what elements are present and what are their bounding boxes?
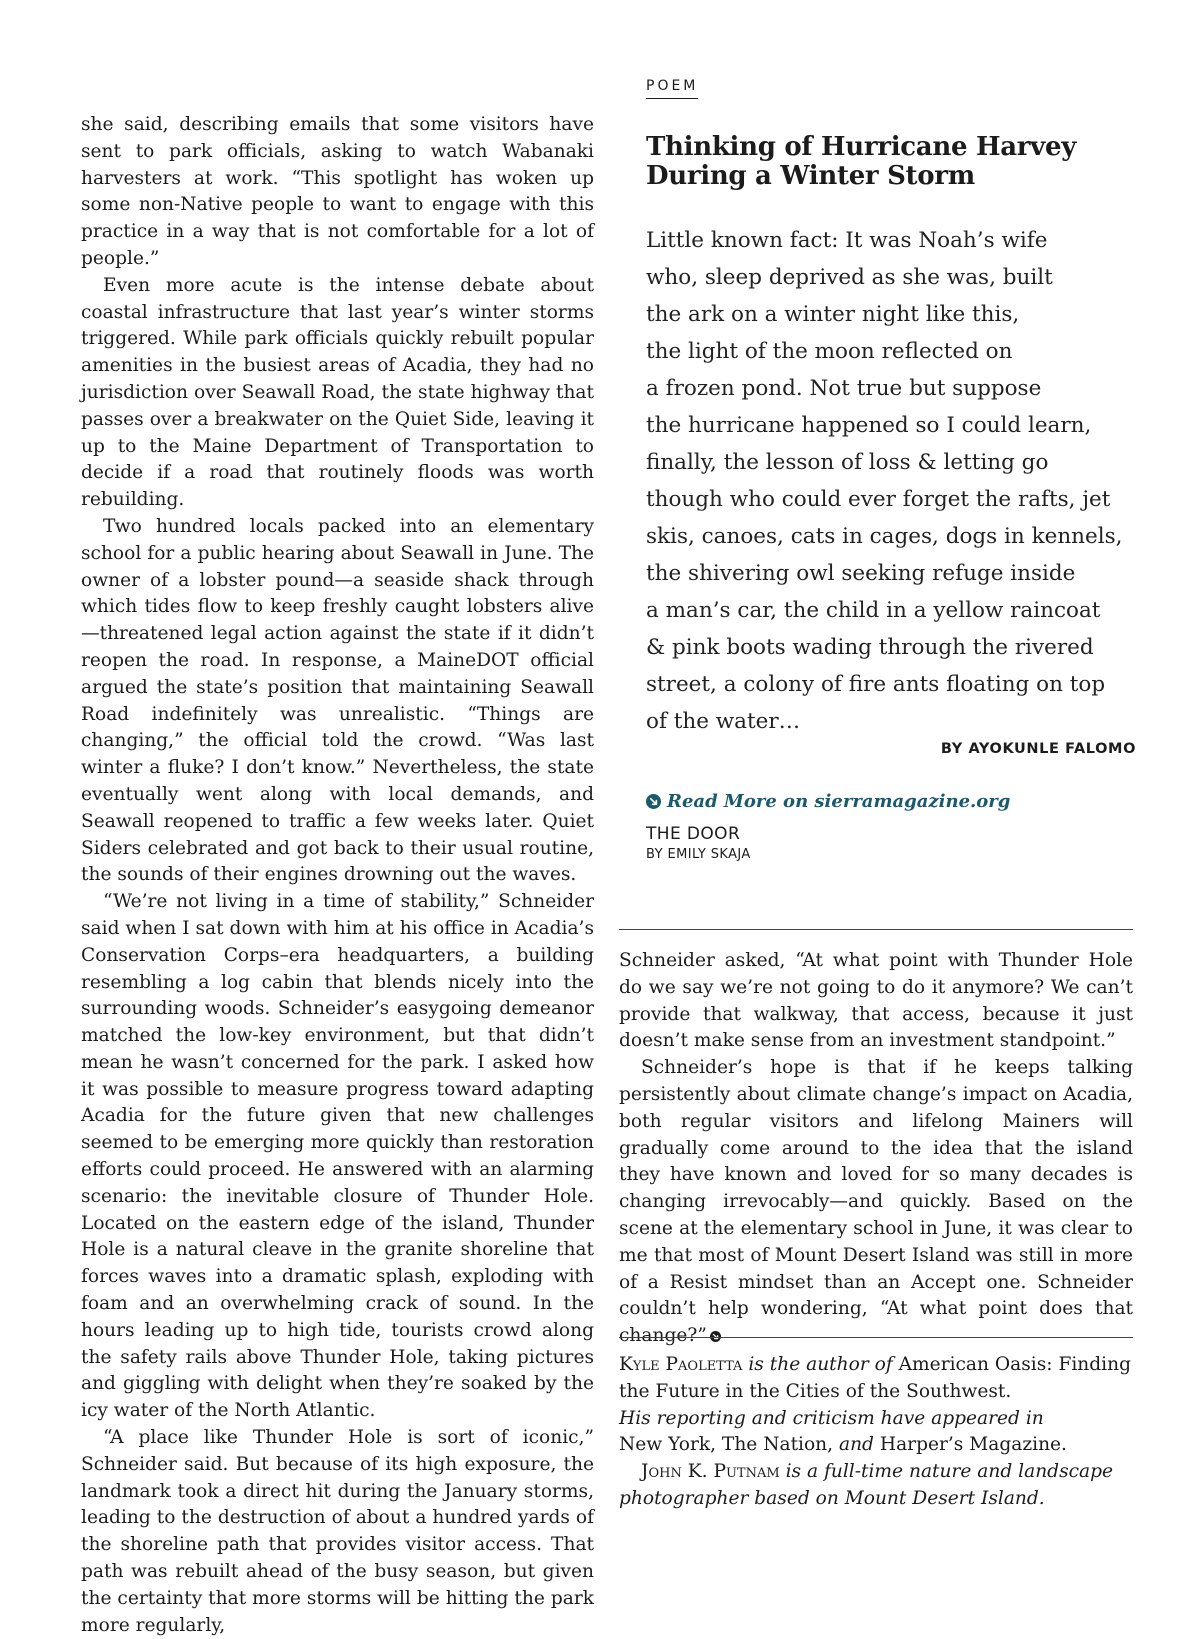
- poem-line: the hurricane happened so I could learn,: [646, 413, 1092, 438]
- article-paragraph-text: Schneider’s hope is that if he keeps talking persistently about climate change’s impact on Acadia, both regular visitors and lifelong Mainers will gradually come around to the idea that the island they have known and loved for so many decades is changing irrevocably—and quickly. Based on the scene at the elementary school in June, it was clear to me that most of Mount Desert Island was still in more of a Resist mindset than an Accept one. Schneider couldn’t help wondering, “At what point does that change?”: [619, 1057, 1133, 1347]
- article-paragraph: “A place like Thunder Hole is sort of iconic,” Schneider said. But because of its high exposure, the landmark took a direct hit during the January storms, leading to the destruction of about a hundred yards of the shoreline path that provides visitor access. That path was rebuilt ahead of the busy season, but given the certainty that more storms will be hitting the park more regularly,: [81, 1427, 594, 1636]
- arrow-circle-icon: [646, 794, 661, 809]
- poem-byline: BY AYOKUNLE FALOMO: [940, 741, 1136, 757]
- poem-line: of the water…: [646, 709, 801, 734]
- read-more-label: Read More on sierramagazine.org: [667, 791, 1011, 812]
- article-paragraph: Schneider asked, “At what point with Thunder Hole do we say we’re not going to do it anymore? We can’t provide that walkway, that access, because it just doesn’t make sense from an investment standpoint.”: [619, 950, 1133, 1052]
- author-name: Kyle Paoletta: [619, 1354, 743, 1375]
- poem-line: the shivering owl seeking refuge inside: [646, 561, 1076, 586]
- poem-title: [646, 133, 1136, 191]
- article-paragraph: she said, describing emails that some visitors have sent to park officials, asking to watch Wabanaki harvesters at work. “This spotlight has woken up some non-Native people to want to engage with this practice in a way that is not comfortable for a lot of people.”: [81, 114, 594, 269]
- article-paragraph: Even more acute is the intense debate about coastal infrastructure that last year’s winter storms triggered. While park officials quickly rebuilt popular amenities in the busiest areas of Acadia, they had no jurisdiction over Seawall Road, the state highway that passes over a breakwater on the Quiet Side, leaving it up to the Maine Department of Transportation to decide if a road that routinely floods was worth rebuilding.: [81, 274, 594, 511]
- poem-line: a frozen pond. Not true but suppose: [646, 376, 1042, 401]
- poem-line: Little known fact: It was Noah’s wife: [646, 228, 1048, 253]
- read-more-link[interactable]: [646, 791, 1136, 812]
- related-story-author: BY EMILY SKAJA: [646, 847, 751, 862]
- poem-sidebar: [646, 75, 1136, 862]
- contributor-bios: [619, 1352, 1133, 1513]
- photographer-name: John K. Putnam: [641, 1461, 780, 1483]
- bio-text: and: [833, 1434, 880, 1456]
- poem-line: street, a colony of fire ants floating on top: [646, 672, 1106, 697]
- poem-line: though who could ever forget the rafts, jet: [646, 487, 1111, 512]
- article-left-column: [81, 112, 594, 1639]
- book-title: American Oasis: Finding the Future in the Cities of the Southwest.: [619, 1354, 1131, 1402]
- bio-divider: [619, 1337, 1133, 1338]
- related-story-title[interactable]: THE DOOR: [646, 824, 741, 844]
- outlet-names: Harper’s Magazine.: [879, 1434, 1067, 1456]
- section-divider: [619, 929, 1133, 930]
- bio-text: His reporting and criticism have appeared in: [619, 1407, 1044, 1429]
- poem-title-line: During a Winter Storm: [646, 161, 975, 191]
- photographer-bio: [619, 1459, 1133, 1513]
- bio-text: is the author of: [742, 1354, 899, 1375]
- article-right-column: [619, 948, 1133, 1350]
- article-paragraph: Two hundred locals packed into an elementary school for a public hearing about Seawall in June. The owner of a lobster pound—a seaside shack through which tides flow to keep freshly caught lobsters alive—threatened legal action against the state if it didn’t reopen the road. In response, a MaineDOT official argued the state’s position that maintaining Seawall Road indefinitely was unrealistic. “Things are changing,” the official told the crowd. “Was last winter a fluke? I don’t know.” Nevertheless, the state eventually went along with local demands, and Seawall reopened to traffic a few weeks later. Quiet Siders celebrated and got back to their usual routine, the sounds of their engines drowning out the waves.: [81, 515, 594, 886]
- outlet-names: New York, The Nation,: [619, 1434, 834, 1456]
- poem-line: finally, the lesson of loss & letting go: [646, 450, 1049, 475]
- bio-text: is a full-time nature and landscape photographer based on Mount Desert Island.: [619, 1461, 1114, 1509]
- poem-line: & pink boots wading through the rivered: [646, 635, 1094, 660]
- poem-line: skis, canoes, cats in cages, dogs in kennels,: [646, 524, 1123, 549]
- poem-line: the light of the moon reflected on: [646, 339, 1013, 364]
- poem-line: a man’s car, the child in a yellow raincoat: [646, 598, 1101, 623]
- poem-body: [646, 222, 1136, 740]
- poem-line: who, sleep deprived as she was, built: [646, 265, 1053, 290]
- poem-kicker: POEM: [646, 78, 698, 99]
- author-bio: [619, 1352, 1133, 1459]
- article-paragraph: “We’re not living in a time of stability,” Schneider said when I sat down with him at his office in Acadia’s Conservation Corps–era headquarters, a building resembling a log cabin that blends nicely into the surrounding woods. Schneider’s easygoing demeanor matched the low-key environment, but that didn’t mean he wasn’t concerned for the park. I asked how it was possible to measure progress toward adapting Acadia for the future given that new challenges seemed to be emerging more quickly than restoration efforts could proceed. He answered with an alarming scenario: the inevitable closure of Thunder Hole. Located on the eastern edge of the island, Thunder Hole is a natural cleave in the granite shoreline that forces waves into a dramatic splash, exploding with foam and an overwhelming crack of sound. In the hours leading up to high tide, tourists crowd along the safety rails above Thunder Hole, taking pictures and giggling with delight when they’re soaked by the icy water of the North Atlantic.: [81, 891, 594, 1422]
- poem-line: the ark on a winter night like this,: [646, 302, 1020, 327]
- article-paragraph-final: [619, 1055, 1133, 1350]
- poem-title-line: Thinking of Hurricane Harvey: [646, 132, 1077, 162]
